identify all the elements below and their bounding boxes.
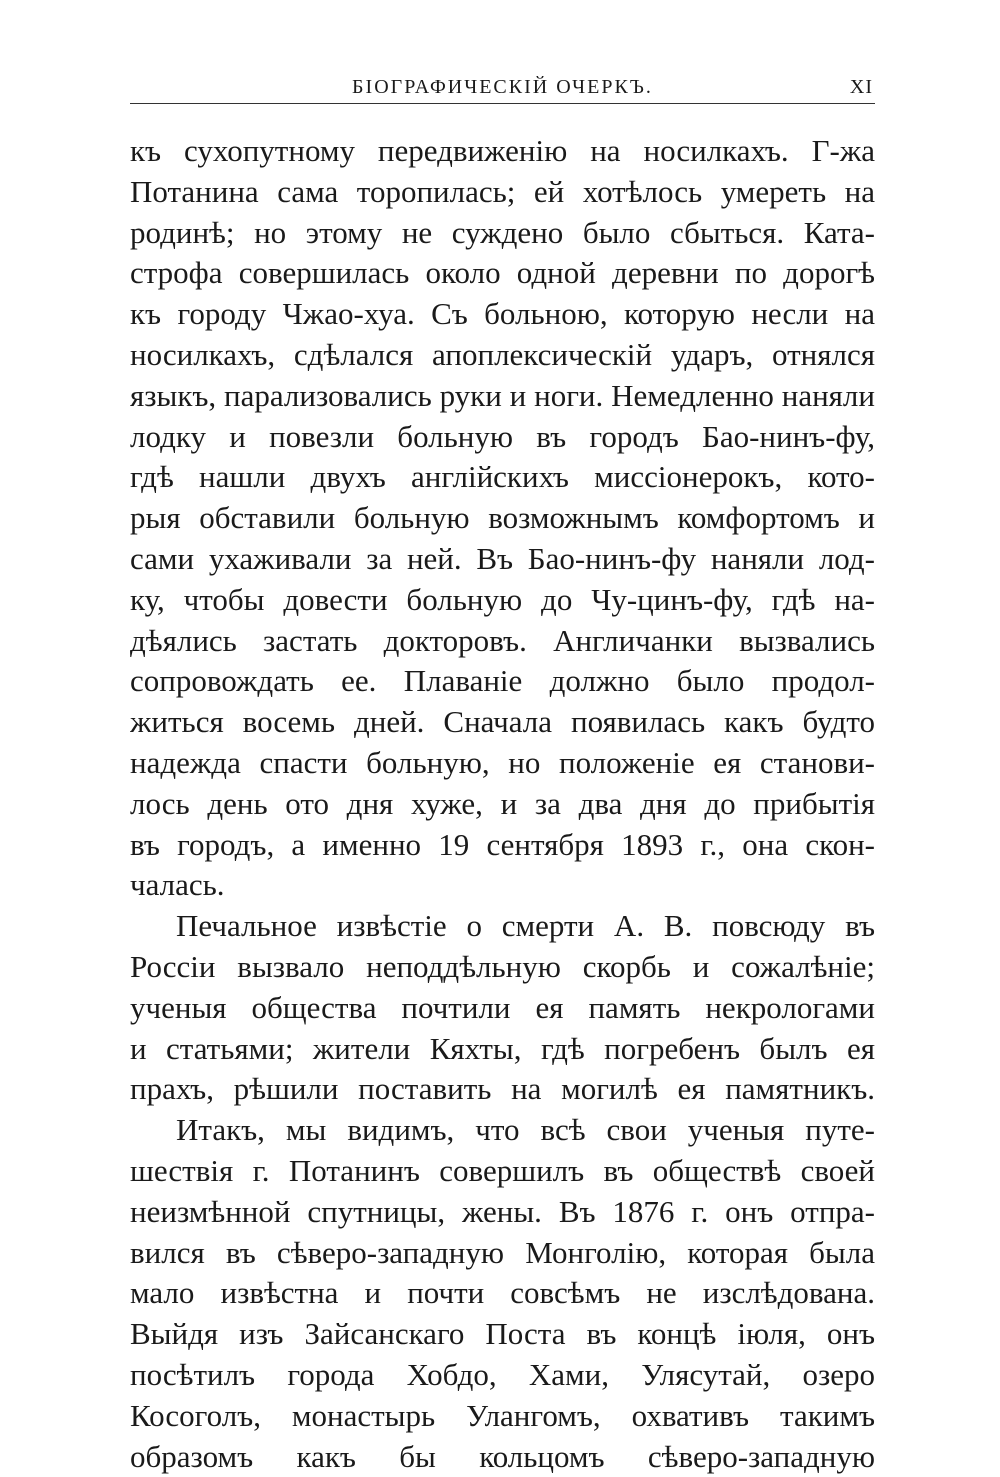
text-line: неизмѣнной спутницы, жены. Въ 1876 г. онъ отпра- [130, 1192, 875, 1233]
text-line: Потанина сама торопилась; ей хотѣлось умереть на [130, 172, 875, 213]
text-line: вился въ сѣверо-западную Монголiю, которая была [130, 1233, 875, 1274]
text-line: посѣтилъ города Хобдо, Хами, Улясутай, озеро [130, 1355, 875, 1396]
text-line: гдѣ нашли двухъ англiйскихъ миссiонерокъ, кото- [130, 457, 875, 498]
text-line: къ городу Чжао-хуа. Съ больною, которую несли на [130, 294, 875, 335]
paragraph-first-line: Печальное извѣстiе о смерти А. В. повсюду въ [130, 906, 875, 947]
text-line: Россiи вызвало неподдѣльную скорбь и сожалѣнiе; [130, 947, 875, 988]
running-title: БIОГРАФИЧЕСКIЙ ОЧЕРКЪ. [130, 76, 875, 99]
text-line: сами ухаживали за ней. Въ Бао-нинъ-фу наняли лод- [130, 539, 875, 580]
text-line: лодку и повезли больную въ городъ Бао-нинъ-фу, [130, 417, 875, 458]
text-line: ку, чтобы довести больную до Чу-цинъ-фу, гдѣ на- [130, 580, 875, 621]
text-line: Выйдя изъ Зайсанскаго Поста въ концѣ iюля, онъ [130, 1314, 875, 1355]
text-line: надежда спасти больную, но положенiе ея станови- [130, 743, 875, 784]
text-line: носилкахъ, сдѣлался апоплексическiй ударъ, отнялся [130, 335, 875, 376]
paragraph-end-line: чалась. [130, 865, 875, 906]
body-text [130, 131, 875, 1477]
text-line: лось день ото дня хуже, и за два дня до прибытiя [130, 784, 875, 825]
text-line: дѣялись застать докторовъ. Англичанки вызвались [130, 621, 875, 662]
paragraph-first-line: Итакъ, мы видимъ, что всѣ свои ученыя путе- [130, 1110, 875, 1151]
text-line: Косоголъ, монастырь Улангомъ, охвативъ такимъ [130, 1396, 875, 1437]
text-line: рыя обставили больную возможнымъ комфортомъ и [130, 498, 875, 539]
text-line: ученыя общества почтили ея память некрологами [130, 988, 875, 1029]
text-line: въ городъ, а именно 19 сентября 1893 г., она скон- [130, 825, 875, 866]
text-line: къ сухопутному передвиженiю на носилкахъ. Г-жа [130, 131, 875, 172]
text-line: шествiя г. Потанинъ совершилъ въ обществѣ своей [130, 1151, 875, 1192]
header-rule [130, 103, 875, 104]
page-number: XI [850, 76, 873, 99]
text-line: образомъ какъ бы кольцомъ сѣверо-западную [130, 1437, 875, 1477]
text-line: сопровождать ее. Плаванiе должно было продол- [130, 661, 875, 702]
text-line: строфа совершилась около одной деревни по дорогѣ [130, 253, 875, 294]
text-line: мало извѣстна и почти совсѣмъ не изслѣдована. [130, 1273, 875, 1314]
text-line: родинѣ; но этому не суждено было сбыться. Ката- [130, 213, 875, 254]
text-line: языкъ, парализовались руки и ноги. Немедленно наняли [130, 376, 875, 417]
paragraph-end-line: прахъ, рѣшили поставить на могилѣ ея памятникъ. [130, 1069, 875, 1110]
running-head [130, 72, 875, 102]
text-line: житься восемь дней. Сначала появилась какъ будто [130, 702, 875, 743]
text-line: и статьями; жители Кяхты, гдѣ погребенъ былъ ея [130, 1029, 875, 1070]
